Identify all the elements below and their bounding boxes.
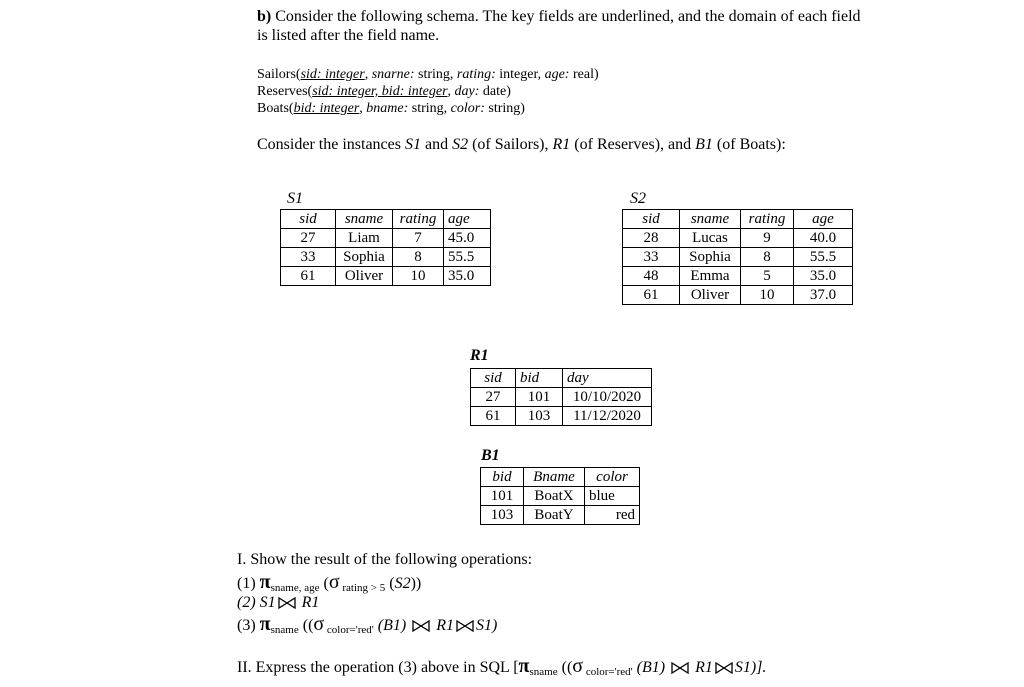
table-cell: BoatX [524,487,585,506]
op-number: (1) [237,575,260,592]
table-s1 [280,209,491,286]
table-cell: Liam [336,229,393,248]
instances-sentence [257,135,786,154]
schema-type: string, [414,67,457,82]
table-r1 [470,368,652,426]
question-line-2: is listed after the field name. [257,27,440,44]
sigma-symbol: σ [313,613,325,635]
schema-sep: , [364,67,372,82]
table-cell: 61 [471,407,516,426]
table-header-cell: rating [741,210,794,229]
table-row [281,248,491,267]
table-cell: 101 [516,388,563,407]
table-cell: 103 [516,407,563,426]
table-b1 [480,467,640,525]
table-cell: 9 [741,229,794,248]
table-cell: Oliver [336,267,393,286]
table-row [481,487,640,506]
natural-join-icon [278,597,296,609]
instances-ref: R1 [552,136,571,153]
part1-heading: I. Show the result of the following operations: [237,551,533,568]
natural-join-icon [715,662,733,674]
table-header-cell: age [794,210,853,229]
op-relation: S2 [394,575,411,592]
schema-field: color: [450,101,485,116]
table-r1-caption: R1 [470,347,489,364]
table-cell: blue [585,487,640,506]
table-row [471,407,652,426]
op-relation: R1 [432,617,454,634]
schema-field: rating: [456,67,496,82]
table-header-cell: sid [623,210,680,229]
instances-text: (of Sailors), [468,136,553,153]
instances-text: and [420,136,453,153]
natural-join-icon [456,620,474,632]
sigma-symbol: σ [572,655,584,677]
natural-join-icon [671,662,689,674]
table-cell: 35.0 [444,267,491,286]
op-relation: S1) [475,617,498,634]
schema-field: bname: [366,101,409,116]
sigma-subscript: rating > 5 [339,582,386,594]
table-cell: 40.0 [794,229,853,248]
table-cell: BoatY [524,506,585,525]
table-cell: 5 [741,267,794,286]
table-cell: 35.0 [794,267,853,286]
table-row [471,388,652,407]
schema-field: age: [544,67,570,82]
table-cell: 10 [741,286,794,305]
op-text: ( [385,575,395,592]
table-cell: 27 [471,388,516,407]
pi-subscript: sname, age [270,582,320,594]
schema-boats-name: Boats( [257,101,294,116]
table-row [281,229,491,248]
table-cell: 7 [393,229,444,248]
schema-sep: , [359,101,367,116]
table-header-row [481,468,640,487]
schema-type: string) [484,101,525,116]
table-header-cell: bid [481,468,524,487]
question-label: b) [257,8,272,25]
natural-join-icon [412,620,430,632]
table-header-row [623,210,853,229]
op-relation: R1 [691,659,713,676]
table-cell: 55.5 [444,248,491,267]
table-header-cell: sid [281,210,336,229]
table-header-cell: sname [336,210,393,229]
schema-type: string, [408,101,451,116]
schema-boats [257,100,525,117]
table-header-cell: sname [680,210,741,229]
table-header-row [471,369,652,388]
table-cell: 55.5 [794,248,853,267]
table-cell: 61 [281,267,336,286]
table-cell: 10/10/2020 [563,388,652,407]
table-cell: 28 [623,229,680,248]
table-header-cell: rating [393,210,444,229]
table-cell: Oliver [680,286,741,305]
table-cell: 8 [393,248,444,267]
table-cell: 10 [393,267,444,286]
sigma-subscript: color='red' [324,624,374,636]
table-cell: 61 [623,286,680,305]
table-b1-caption: B1 [481,447,500,464]
table-cell: Lucas [680,229,741,248]
table-cell: Sophia [680,248,741,267]
table-cell: 103 [481,506,524,525]
table-cell: 37.0 [794,286,853,305]
table-row [623,267,853,286]
schema-type: date) [479,84,511,99]
schema-sailors [257,66,599,83]
schema-sailors-name: Sailors( [257,67,301,82]
table-header-row [281,210,491,229]
schema-sailors-key: sid: integer [300,67,365,82]
table-cell: 27 [281,229,336,248]
question-text-1: Consider the following schema. The key fields are underlined, and the domain of each field [275,8,861,25]
table-header-cell: color [585,468,640,487]
pi-symbol: π [259,613,271,635]
op-text: (( [298,617,314,634]
table-s2-caption: S2 [630,190,646,207]
schema-type: real) [569,67,599,82]
table-cell: red [585,506,640,525]
table-header-cell: bid [516,369,563,388]
table-cell: 8 [741,248,794,267]
table-header-cell: day [563,369,652,388]
op-text: R1 [297,594,320,611]
instances-text: (of Reserves), and [570,136,696,153]
schema-field: day: [454,84,480,99]
sigma-subscript: color='red' [583,666,633,678]
question-line-1 [257,7,861,26]
schema-boats-key: bid: integer [293,101,360,116]
instances-ref: B1 [695,136,713,153]
op-text: )) [410,575,422,592]
table-cell: Sophia [336,248,393,267]
instances-ref: S2 [452,136,469,153]
table-cell: 33 [281,248,336,267]
sigma-symbol: σ [328,571,340,593]
part2-line [237,657,766,682]
table-row [481,506,640,525]
instances-text: Consider the instances [257,136,405,153]
pi-subscript: sname [529,666,558,678]
pi-symbol: π [259,571,271,593]
part1-op2 [237,593,319,612]
table-row [281,267,491,286]
op-relation: S1)]. [734,659,767,676]
instances-text: (of Boats): [712,136,786,153]
schema-field: snarne: [371,67,415,82]
schema-type: integer, [495,67,545,82]
table-row [623,248,853,267]
table-cell: 101 [481,487,524,506]
op-relation: (B1) [373,617,407,634]
table-header-cell: Bname [524,468,585,487]
schema-sep: , [447,84,455,99]
pi-symbol: π [518,655,530,677]
table-cell: 11/12/2020 [563,407,652,426]
schema-reserves-name: Reserves( [257,84,313,99]
op-number: (3) [237,617,260,634]
part2-text: (( [557,659,573,676]
schema-reserves-key: sid: integer, bid: integer [312,84,448,99]
part2-text: II. Express the operation (3) above in SQL [ [237,659,519,676]
table-s2 [622,209,853,305]
instances-ref: S1 [404,136,421,153]
table-s1-caption: S1 [287,190,303,207]
op-text: (2) S1 [237,594,276,611]
op-text: ( [319,575,329,592]
pi-subscript: sname [270,624,299,636]
table-row [623,229,853,248]
table-cell: Emma [680,267,741,286]
table-cell: 48 [623,267,680,286]
table-header-cell: age [444,210,491,229]
table-cell: 45.0 [444,229,491,248]
table-cell: 33 [623,248,680,267]
table-header-cell: sid [471,369,516,388]
schema-reserves [257,83,511,100]
part1-op3 [237,615,497,640]
table-row [623,286,853,305]
op-relation: (B1) [632,659,666,676]
